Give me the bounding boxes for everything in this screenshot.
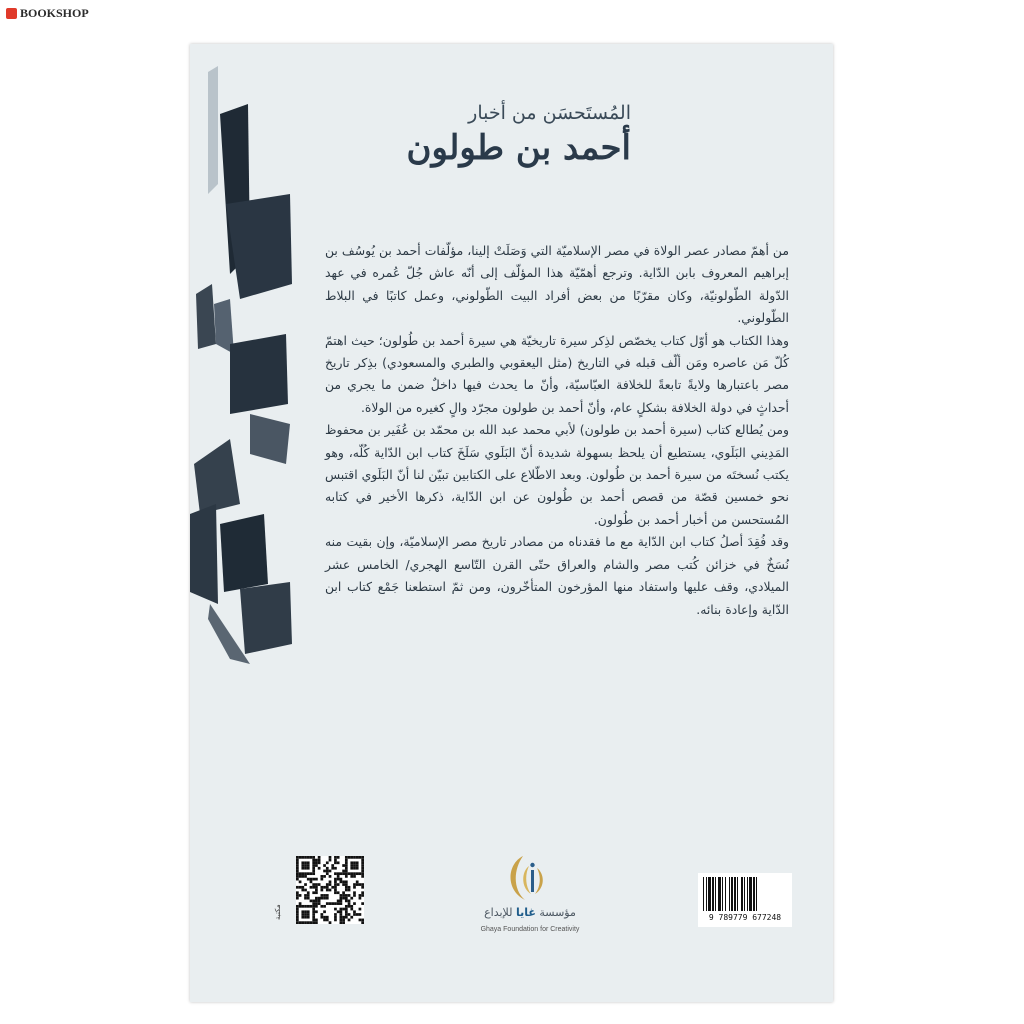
qr-code-icon	[296, 856, 364, 924]
book-subtitle: المُستَحسَن من أخبار	[468, 102, 631, 124]
blurb-paragraph: من أهمّ مصادر عصر الولاة في مصر الإسلاميّة التي وَصَلَتْ إلينا، مؤلّفات أحمد بن يُوسُف بن إبراهيم المعروف بابن الدّاية. وترجع أهمّيّة هذا المؤلّف إلى أنّه عاش جُلّ عُمره في عهد الدّولة الطّولونيّة، وكان مقرّبًا من بعض أفراد البيت الطّولوني، وعمل كاتبًا في البلاط الطّولوني.	[325, 243, 789, 326]
publisher-name-english: Ghaya Foundation for Creativity	[480, 926, 580, 933]
blurb-paragraph: وقد فُقِدَ أصلُ كتاب ابن الدّاية مع ما فقدناه من مصادر تاريخ مصر الإسلاميّة، وإن بقيت منه نُسَخٌ في خزائن كُتب مصر والشام والعراق حتّى القرن التّاسع الهجري/ الخامس عشر الميلادي، وقف عليها واستفاد منها المؤرخون المتأخّرون، ومن ثمّ استطعنا جَمْع كتاب ابن الدّاية وإعادة بنائه.	[325, 534, 789, 617]
publisher-logo	[455, 850, 605, 940]
book-back-cover	[190, 44, 833, 1002]
book-title: أحمد بن طولون	[406, 128, 631, 168]
barcode-icon	[702, 877, 788, 911]
publisher-prefix: مؤسسة	[539, 906, 576, 919]
watermark-text: BOOKSHOP	[20, 6, 89, 20]
book-title-block	[391, 102, 631, 168]
publisher-name-arabic	[455, 906, 605, 919]
book-blurb	[325, 240, 789, 621]
isbn-barcode	[698, 873, 792, 927]
blurb-paragraph: وهذا الكتاب هو أوّل كتاب يخصّص لذِكر سيرة تاريخيّة هي سيرة أحمد بن طُولون؛ حيث اهتمّ كُلّ مَن عاصره ومَن ألّف قبله في التاريخ (مثل اليعقوبي والطبري والمسعودي) بذِكر تاريخ مصر باعتبارها ولايةً تابعةً للخلافة العبّاسيّة، وأنّ ما يحدث فيها داخلٌ ضمن ما يجري من أحداثٍ في دولة الخلافة بشكلٍ عام، وأنّ أحمد بن طولون مجرّد والٍ كغيره من الولاة.	[325, 332, 789, 415]
publisher-name: غايا	[515, 906, 536, 919]
blurb-paragraph: ومن يُطالع كتاب (سيرة أحمد بن طولون) لأبي محمد عبد الله بن محمّد بن عُفَير بن محفوظ المَدِيني البَلَوي، يستطيع أن يلحظ بسهولة شديدة أنّ البَلَوي سَلَخَ كتاب ابن الدّاية كُلّه، وهو يكتب نُسختَه من سيرة أحمد بن طُولون. وبعد الاطّلاع على الكتابين تبيّن لنا أنّ البَلَوي اقتبس نحو خمسين قصّة من قصص أحمد بن طُولون عن ابن الدّاية، ذكرها الأخير في كتابه المُستحسن من أخبار أحمد بن طُولون.	[325, 422, 789, 527]
isbn-number: 9 789779 677248	[708, 913, 782, 922]
publisher-suffix: للإبداع	[484, 906, 513, 919]
publisher-mark-text: مكتبة	[274, 904, 282, 920]
bookshop-watermark	[6, 6, 89, 21]
publisher-mark	[270, 858, 292, 928]
bookshop-logo-icon	[6, 8, 17, 19]
publisher-crescent-icon	[455, 850, 605, 906]
